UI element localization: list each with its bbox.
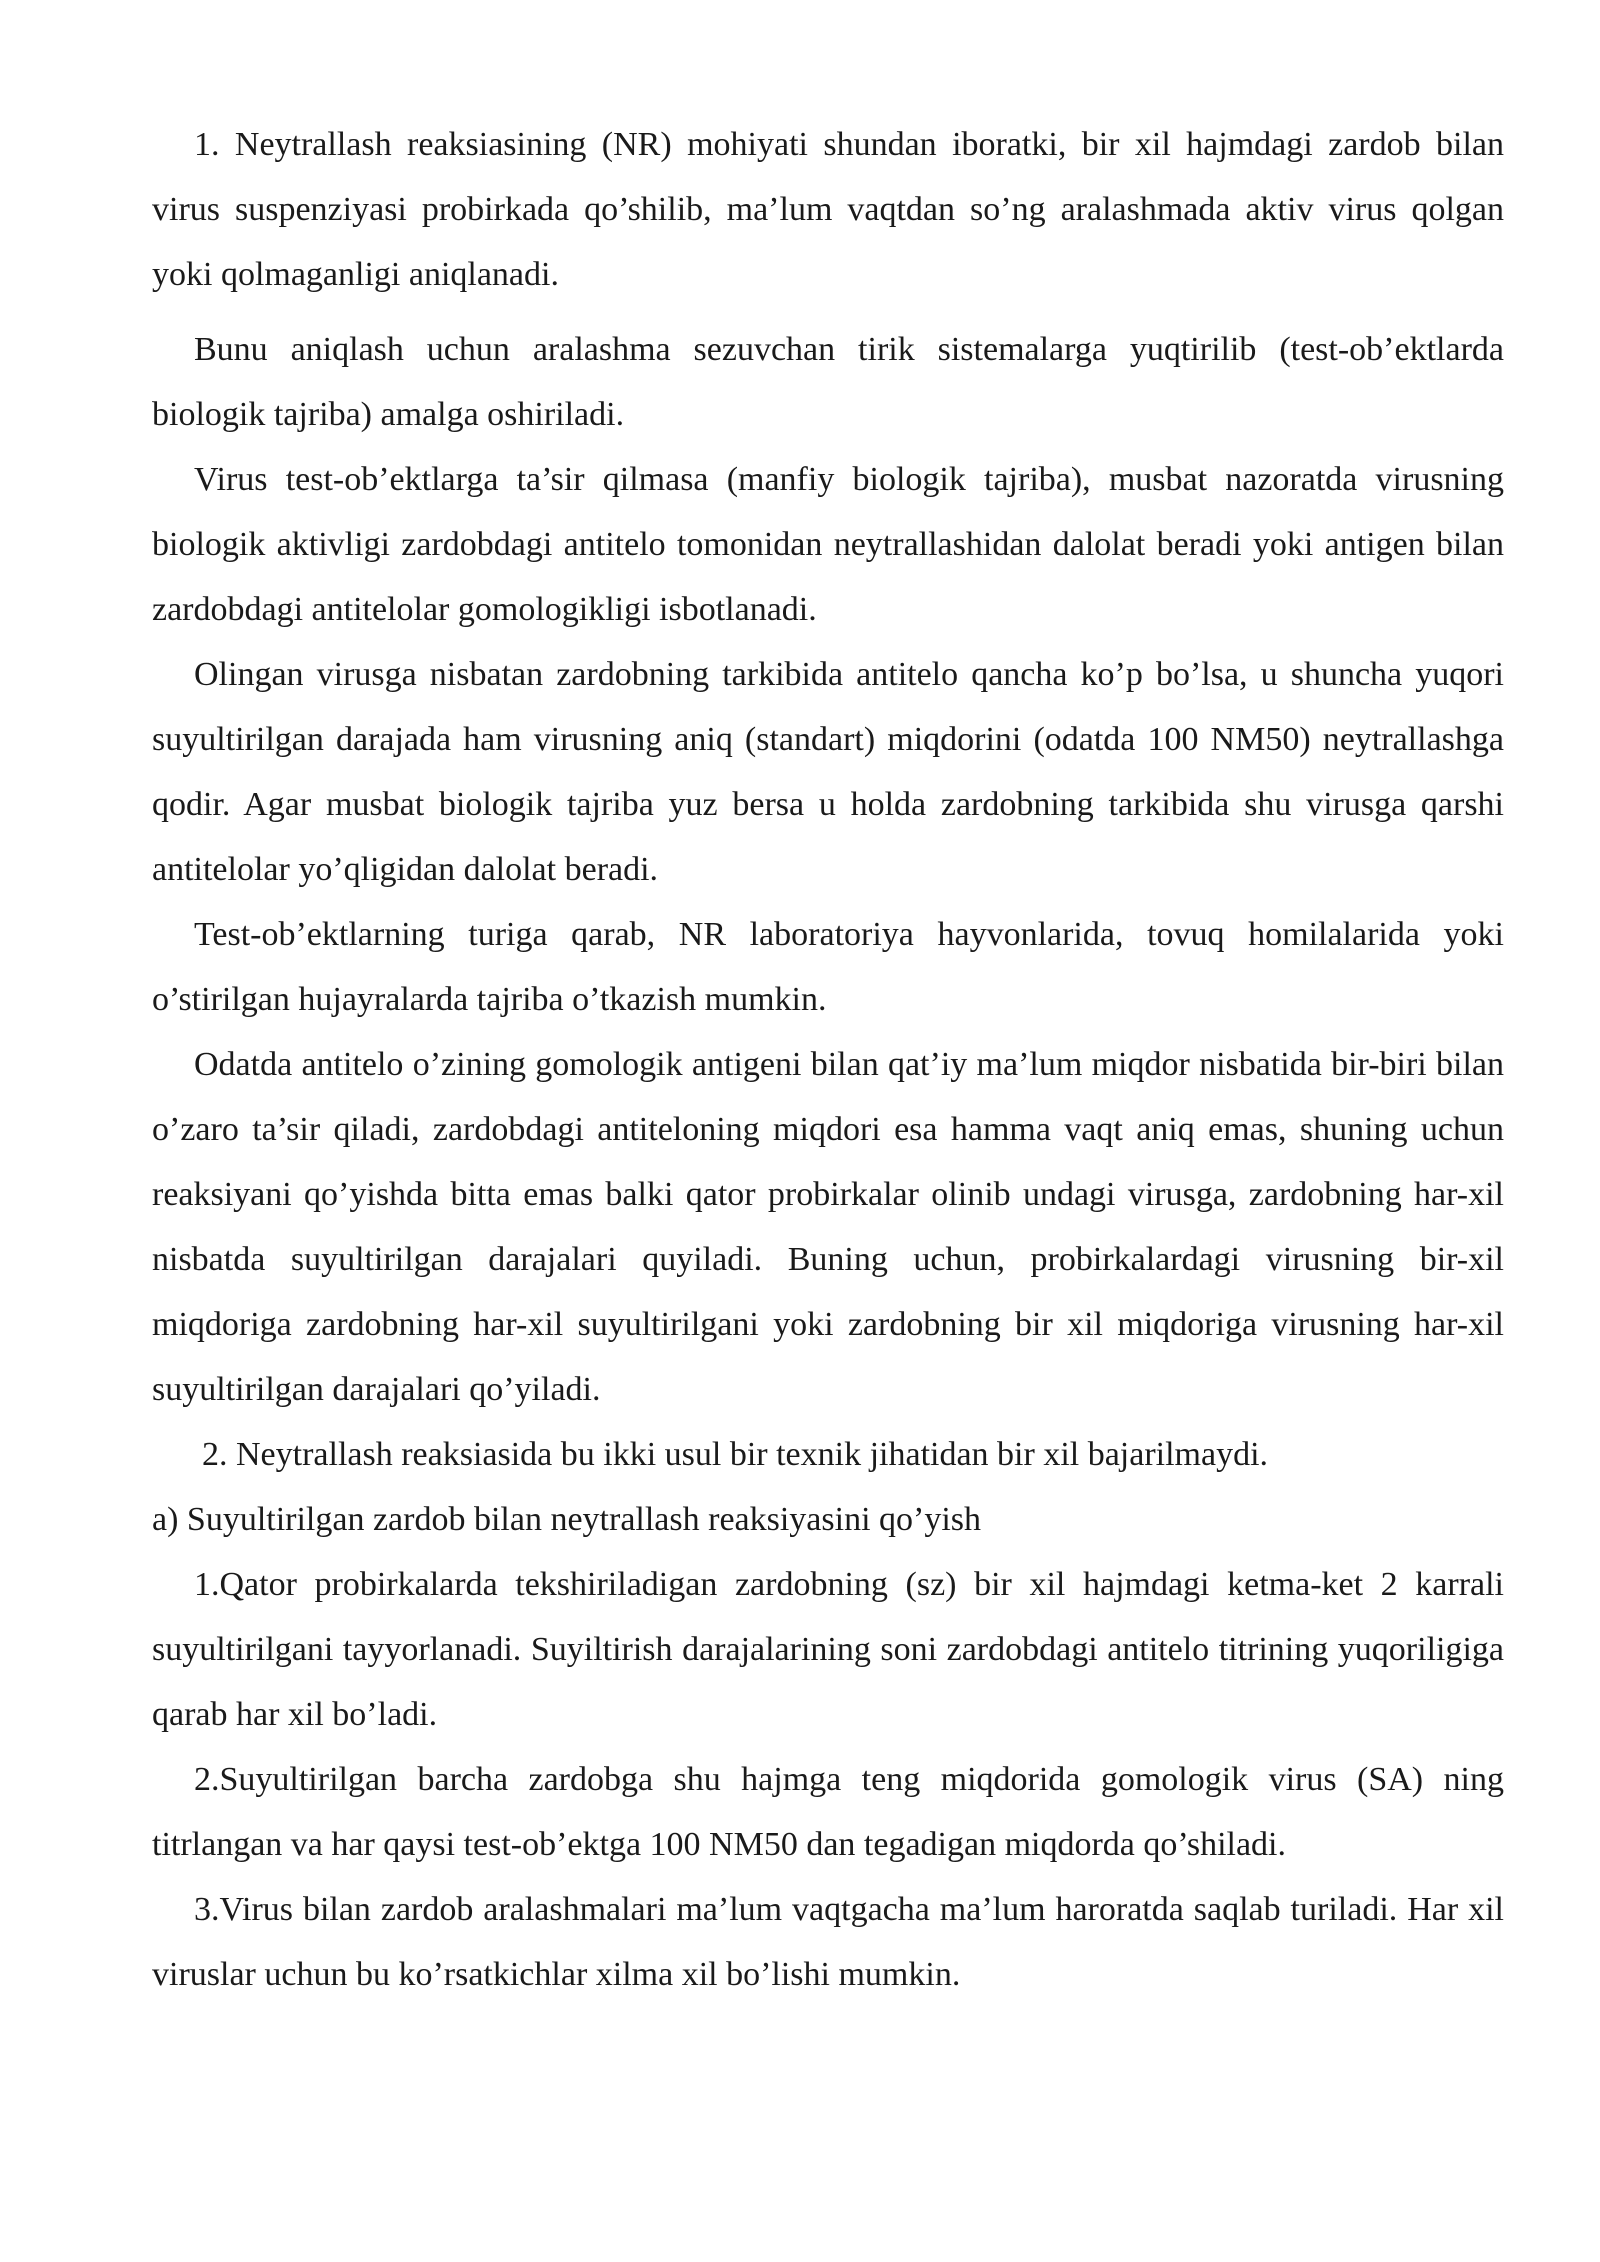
step-1: 1.Qator probirkalarda tekshiriladigan zardobning (sz) bir xil hajmdagi ketma-ket 2 karrali suyultirilgani tayyorlanadi. Suyiltirish darajalarining soni zardobdagi antitelo titrining yuqoriligiga qarab har xil bo’ladi. (152, 1566, 1504, 1733)
section-heading-2: 2. Neytrallash reaksiasida bu ikki usul bir texnik jihatidan bir xil bajarilmaydi. (202, 1436, 1269, 1473)
paragraph-3: Virus test-ob’ektlarga ta’sir qilmasa (manfiy biologik tajriba), musbat nazoratda virusning biologik aktivligi zardobdagi antitelo tomonidan neytrallashidan dalolat beradi yoki antigen bilan zardobdagi antitelolar gomologikligi isbotlanadi. (152, 461, 1504, 628)
document-page (152, 112, 1504, 2007)
paragraph-1: 1. Neytrallash reaksiasining (NR) mohiyati shundan iboratki, bir xil hajmdagi zardob bilan virus suspenziyasi probirkada qo’shilib, ma’lum vaqtdan so’ng aralashmada aktiv virus qolgan yoki qolmaganligi aniqlanadi. (152, 126, 1504, 293)
step-2: 2.Suyultirilgan barcha zardobga shu hajmga teng miqdorida gomologik virus (SA) ning titrlangan va har qaysi test-ob’ektga 100 NM50 dan tegadigan miqdorda qo’shiladi. (152, 1761, 1504, 1863)
paragraph-4: Olingan virusga nisbatan zardobning tarkibida antitelo qancha ko’p bo’lsa, u shuncha yuqori suyultirilgan darajada ham virusning aniq (standart) miqdorini (odatda 100 NM50) neytrallashga qodir. Agar musbat biologik tajriba yuz bersa u holda zardobning tarkibida shu virusga qarshi antitelolar yo’qligidan dalolat beradi. (152, 656, 1504, 888)
paragraph-6: Odatda antitelo o’zining gomologik antigeni bilan qat’iy ma’lum miqdor nisbatida bir-biri bilan o’zaro ta’sir qiladi, zardobdagi antiteloning miqdori esa hamma vaqt aniq emas, shuning uchun reaksiyani qo’yishda bitta emas balki qator probirkalar olinib undagi virusga, zardobning har-xil nisbatda suyultirilgan darajalari quyiladi. Buning uchun, probirkalardagi virusning bir-xil miqdoriga zardobning har-xil suyultirilgani yoki zardobning bir xil miqdoriga virusning har-xil suyultirilgan darajalari qo’yiladi. (152, 1046, 1504, 1408)
paragraph-5: Test-ob’ektlarning turiga qarab, NR laboratoriya hayvonlarida, tovuq homilalarida yoki o’stirilgan hujayralarda tajriba o’tkazish mumkin. (152, 916, 1504, 1018)
paragraph-2: Bunu aniqlash uchun aralashma sezuvchan tirik sistemalarga yuqtirilib (test-ob’ektlarda biologik tajriba) amalga oshiriladi. (152, 331, 1504, 433)
subsection-heading-a: a) Suyultirilgan zardob bilan neytrallash reaksiyasini qo’yish (152, 1501, 982, 1538)
step-3: 3.Virus bilan zardob aralashmalari ma’lum vaqtgacha ma’lum haroratda saqlab turiladi. Har xil viruslar uchun bu ko’rsatkichlar xilma xil bo’lishi mumkin. (152, 1891, 1504, 1993)
